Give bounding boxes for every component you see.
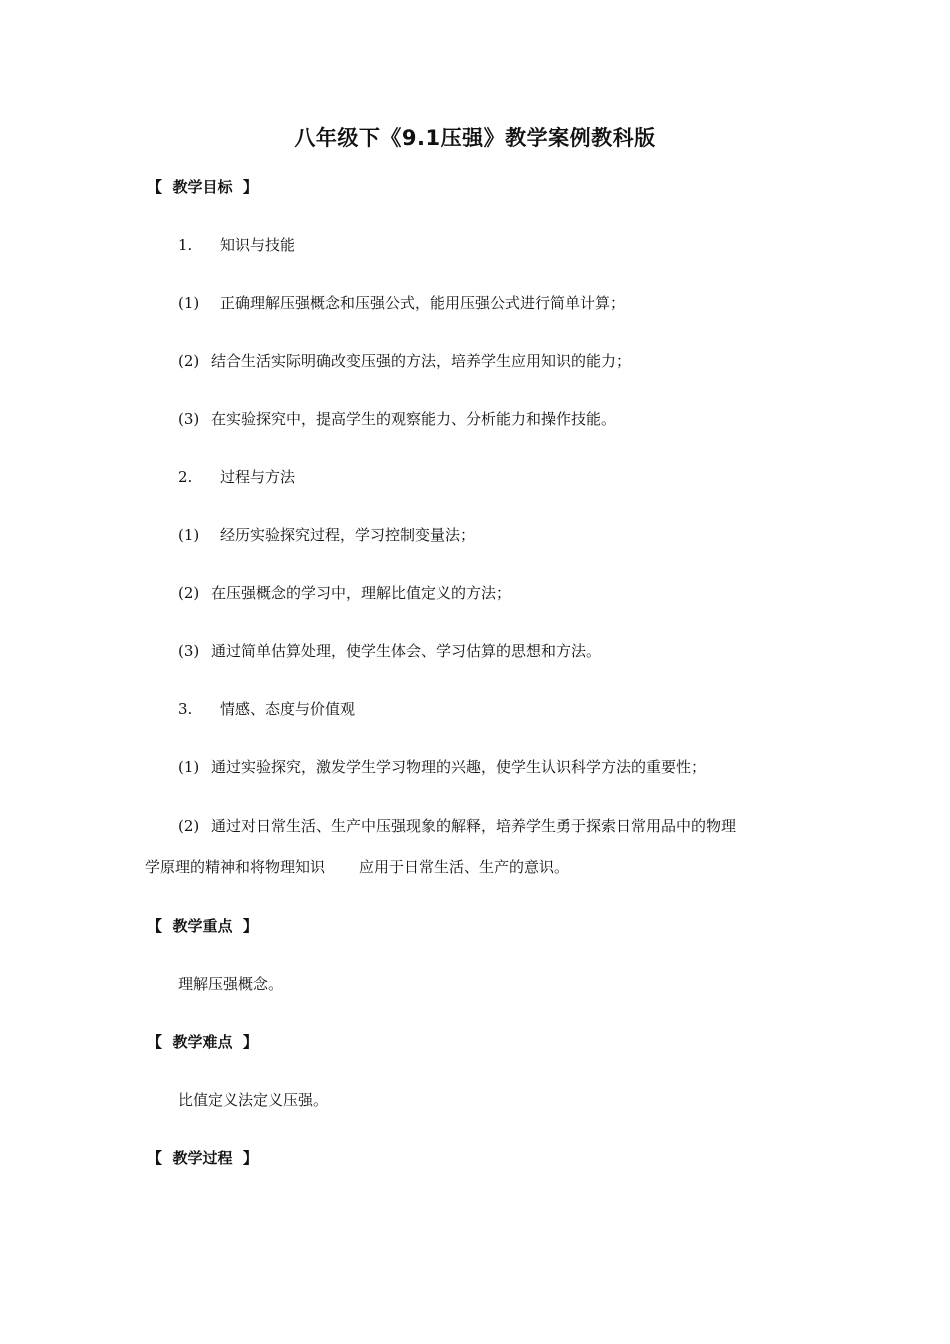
goal-label: 过程与方法 — [220, 468, 296, 486]
item-text: 在压强概念的学习中，理解比值定义的方法； — [211, 584, 512, 602]
item-number: (1) — [178, 294, 200, 312]
item-text: 在实验探究中，提高学生的观察能力、分析能力和操作技能。 — [211, 410, 617, 428]
item-number: (2) — [178, 352, 200, 370]
continuation-text-a: 学原理的精神和将物理知识 — [145, 858, 326, 876]
item-number: (3) — [178, 642, 200, 660]
list-item — [178, 640, 601, 661]
section-heading-difficulties: 【 教学难点 】 — [147, 1033, 258, 1051]
goal-1-line — [178, 234, 295, 255]
item-number: (3) — [178, 410, 200, 428]
goal-label: 知识与技能 — [220, 236, 296, 254]
section-heading-key-points: 【 教学重点 】 — [147, 917, 258, 935]
goal-3-line — [178, 698, 355, 719]
item-number: (2) — [178, 817, 200, 835]
list-item — [178, 292, 625, 313]
item-text: 通过实验探究，激发学生学习物理的兴趣，使学生认识科学方法的重要性； — [211, 758, 707, 776]
document-title: 八年级下《9.1压强》教学案例教科版 — [294, 126, 656, 150]
goal-number: 1. — [178, 236, 193, 254]
list-item — [178, 582, 511, 603]
list-item — [178, 524, 475, 545]
item-number: (1) — [178, 758, 200, 776]
item-text: 通过简单估算处理，使学生体会、学习估算的思想和方法。 — [211, 642, 602, 660]
list-item-continuation — [145, 856, 569, 877]
list-item — [178, 815, 736, 836]
section-heading-objectives: 【 教学目标 】 — [147, 178, 258, 196]
item-number: (2) — [178, 584, 200, 602]
item-number: (1) — [178, 526, 200, 544]
list-item — [178, 756, 706, 777]
goal-number: 3. — [178, 700, 193, 718]
goal-label: 情感、态度与价值观 — [220, 700, 356, 718]
item-text: 通过对日常生活、生产中压强现象的解释，培养学生勇于探索日常用品中的物理 — [211, 817, 737, 835]
continuation-text-b: 应用于日常生活、生产的意识。 — [359, 858, 570, 876]
item-text: 经历实验探究过程，学习控制变量法； — [220, 526, 476, 544]
goal-2-line — [178, 466, 295, 487]
item-text: 正确理解压强概念和压强公式，能用压强公式进行简单计算； — [220, 294, 626, 312]
goal-number: 2. — [178, 468, 193, 486]
list-item — [178, 350, 631, 371]
difficulty-text: 比值定义法定义压强。 — [178, 1091, 329, 1109]
item-text: 结合生活实际明确改变压强的方法，培养学生应用知识的能力； — [211, 352, 632, 370]
key-point-text: 理解压强概念。 — [178, 975, 284, 993]
list-item — [178, 408, 616, 429]
section-heading-process: 【 教学过程 】 — [147, 1149, 258, 1167]
